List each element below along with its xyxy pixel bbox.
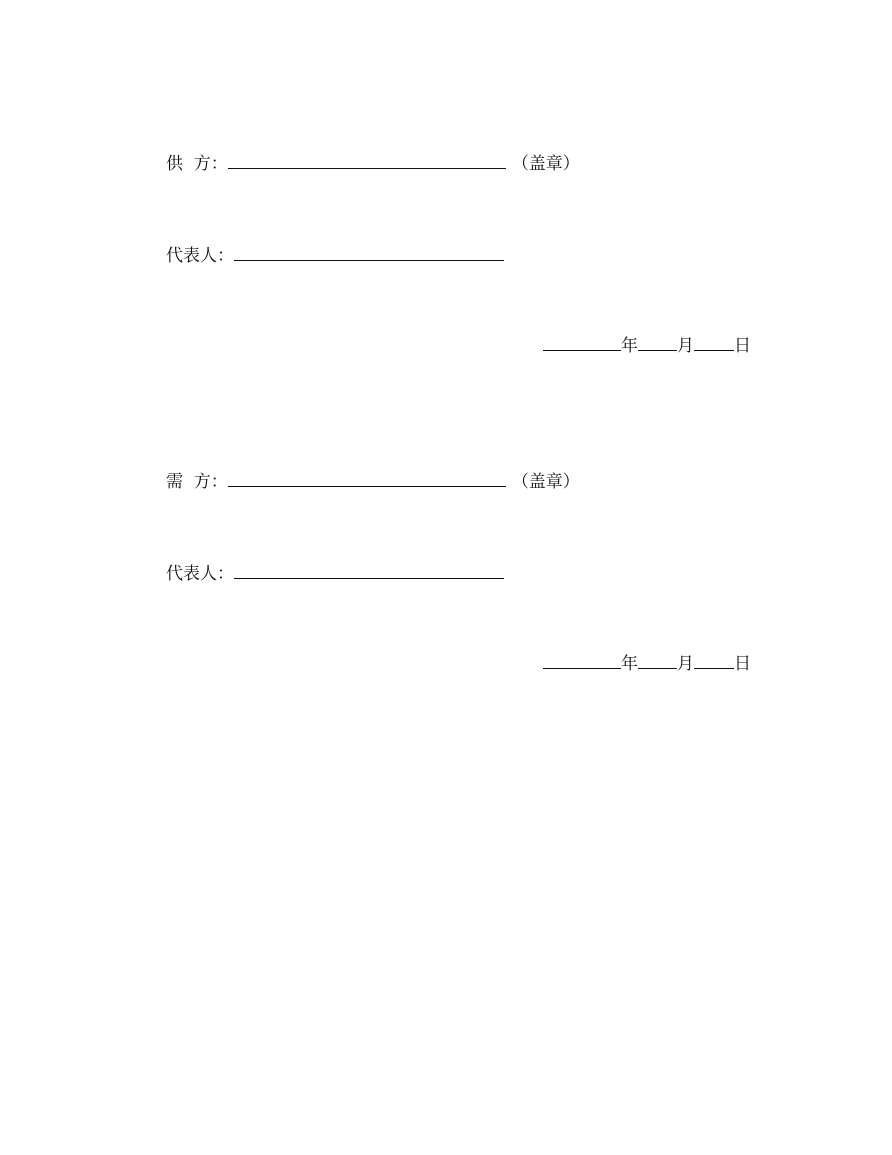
supplier-signature-blank[interactable]	[228, 152, 506, 169]
buyer-representative-blank[interactable]	[234, 562, 504, 579]
buyer-line	[166, 470, 580, 492]
buyer-day-unit: 日	[734, 654, 751, 674]
supplier-year-unit: 年	[621, 336, 638, 356]
buyer-year-unit: 年	[621, 654, 638, 674]
buyer-representative-line	[166, 562, 504, 584]
supplier-label: 供 方：	[166, 154, 228, 174]
supplier-year-blank[interactable]	[543, 334, 621, 351]
buyer-seal-note: （盖章）	[511, 472, 580, 492]
supplier-day-unit: 日	[734, 336, 751, 356]
supplier-date-line	[543, 334, 751, 356]
supplier-line	[166, 152, 580, 174]
supplier-representative-label: 代表人：	[166, 246, 234, 266]
buyer-month-blank[interactable]	[638, 652, 677, 669]
buyer-day-blank[interactable]	[694, 652, 734, 669]
supplier-month-blank[interactable]	[638, 334, 677, 351]
supplier-month-unit: 月	[677, 336, 694, 356]
supplier-seal-note: （盖章）	[511, 154, 580, 174]
supplier-representative-blank[interactable]	[234, 244, 504, 261]
buyer-label: 需 方：	[166, 472, 228, 492]
supplier-representative-line	[166, 244, 504, 266]
supplier-day-blank[interactable]	[694, 334, 734, 351]
buyer-date-line	[543, 652, 751, 674]
buyer-representative-label: 代表人：	[166, 564, 234, 584]
buyer-year-blank[interactable]	[543, 652, 621, 669]
buyer-month-unit: 月	[677, 654, 694, 674]
buyer-signature-blank[interactable]	[228, 470, 506, 487]
